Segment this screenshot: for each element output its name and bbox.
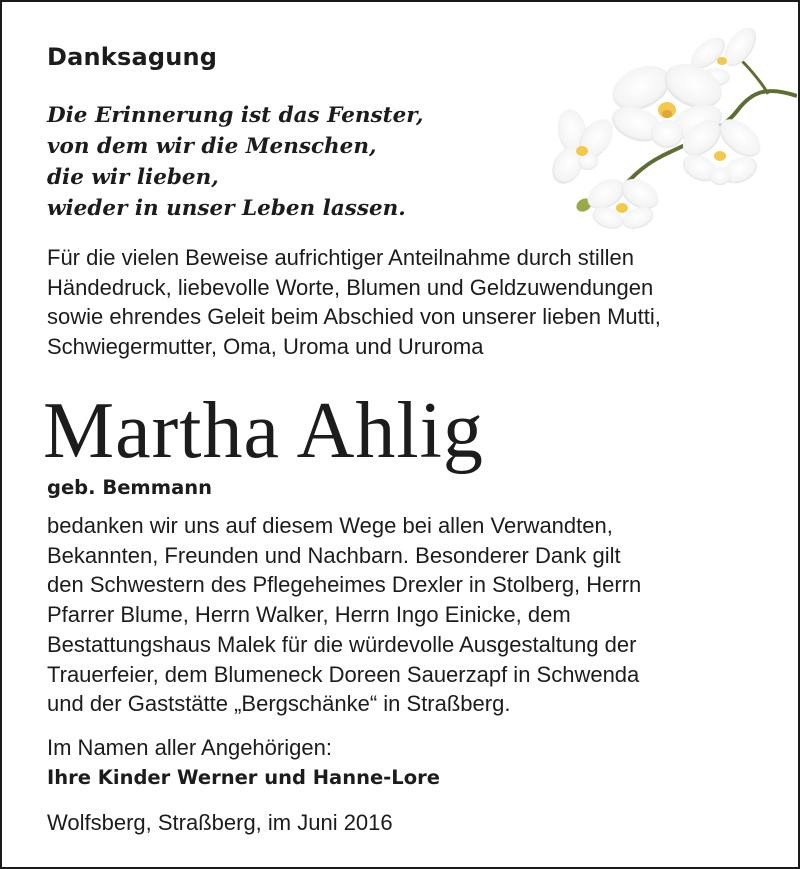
intro-line: sowie ehrendes Geleit beim Abschied von unserer lieben Mutti,	[47, 304, 661, 330]
intro-paragraph	[47, 243, 661, 362]
place-date: Wolfsberg, Straßberg, im Juni 2016	[47, 810, 393, 835]
behalf-line: Im Namen aller Angehörigen:	[47, 735, 332, 760]
thanks-line: Bestattungshaus Malek für die würdevolle Ausgestaltung der	[47, 631, 637, 657]
intro-line: Für die vielen Beweise aufrichtiger Anteilnahme durch stillen	[47, 245, 634, 270]
heading: Danksagung	[47, 43, 218, 71]
thanks-line: den Schwestern des Pflegeheimes Drexler in Stolberg, Herrn	[47, 572, 642, 598]
thanks-line: Pfarrer Blume, Herrn Walker, Herrn Ingo Einicke, dem	[47, 602, 571, 628]
deceased-name: Martha Ahlig	[43, 387, 484, 475]
poem-line: Die Erinnerung ist das Fenster,	[47, 103, 424, 128]
white-orchid-icon	[542, 16, 797, 236]
poem-line: von dem wir die Menschen,	[47, 134, 377, 159]
thanks-line: und der Gaststätte „Bergschänke“ in Straßberg.	[47, 691, 511, 717]
poem-line: wieder in unser Leben lassen.	[47, 196, 406, 221]
thanks-paragraph	[47, 511, 641, 719]
poem-line: die wir lieben,	[47, 165, 219, 190]
intro-line: Händedruck, liebevolle Worte, Blumen und Geldzuwendungen	[47, 274, 654, 300]
intro-line: Schwiegermutter, Oma, Uroma und Ururoma	[47, 334, 484, 360]
thanks-line: Trauerfeier, dem Blumeneck Doreen Sauerzapf in Schwenda	[47, 661, 640, 687]
thanks-line: bedanken wir uns auf diesem Wege bei allen Verwandten,	[47, 513, 613, 538]
signers: Ihre Kinder Werner und Hanne-Lore	[47, 765, 440, 789]
signature-block	[47, 733, 440, 792]
poem	[47, 100, 424, 224]
thanks-line: Bekannten, Freunden und Nachbarn. Besonderer Dank gilt	[47, 542, 621, 568]
maiden-name: geb. Bemmann	[47, 476, 212, 499]
